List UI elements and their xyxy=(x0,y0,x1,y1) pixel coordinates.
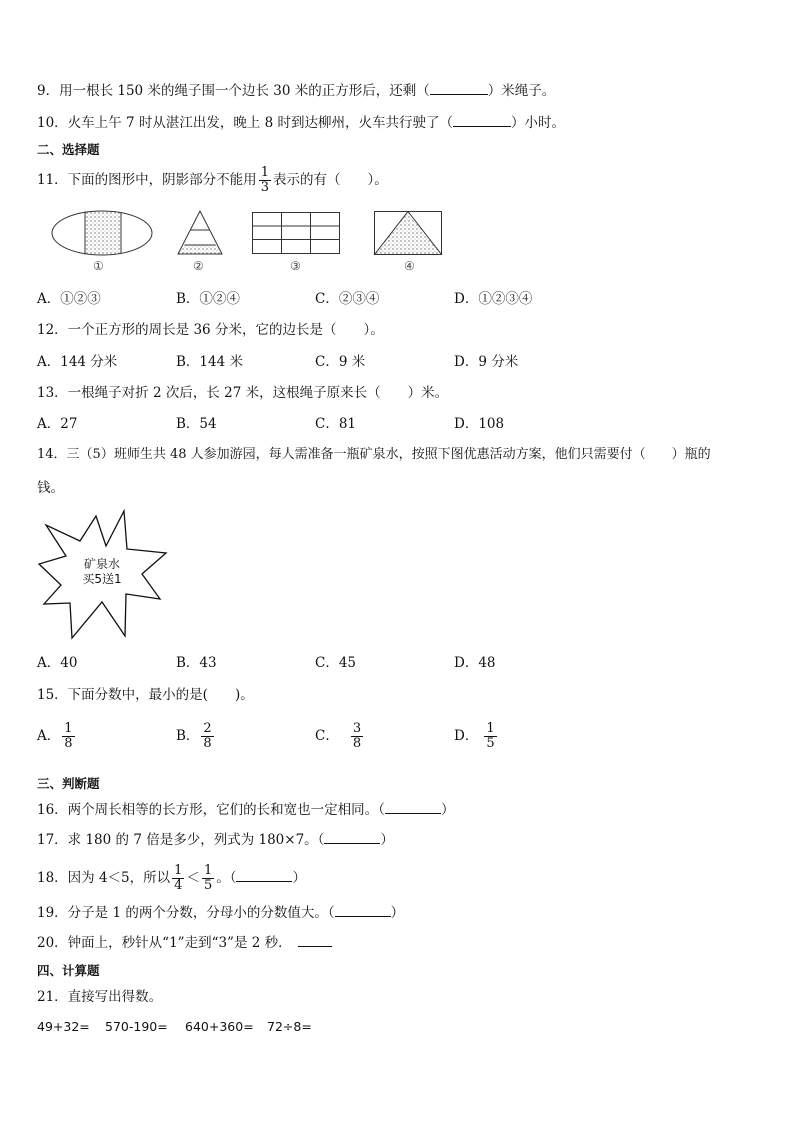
option-b[interactable]: B．54 xyxy=(176,416,217,432)
q19-text: 19．分子是 1 的两个分数，分母小的分数值大。（ xyxy=(37,905,335,921)
option-b[interactable]: B．①②④ xyxy=(176,291,240,307)
q9-text-end: ）米绳子。 xyxy=(487,83,556,99)
figure-ellipse xyxy=(50,208,155,258)
q16-text: 16．两个周长相等的长方形，它们的长和宽也一定相同。（ xyxy=(37,802,385,818)
section-heading-calc: 四、计算题 xyxy=(37,963,100,978)
option-d[interactable]: D．108 xyxy=(454,416,505,432)
answer-blank[interactable] xyxy=(430,82,488,95)
fraction xyxy=(172,864,184,893)
q20-text: 20．钟面上，秒针从“1”走到“3”是 2 秒． xyxy=(37,935,292,951)
answer-blank[interactable] xyxy=(236,869,292,882)
option-b[interactable] xyxy=(176,722,216,751)
q18-text-mid: 。（ xyxy=(216,870,237,886)
option-c[interactable]: C．9 米 xyxy=(315,354,366,370)
denominator: 5 xyxy=(203,878,213,893)
question-11 xyxy=(37,163,388,197)
question-17 xyxy=(37,831,394,849)
question-19 xyxy=(37,904,404,922)
option-b[interactable]: B．43 xyxy=(176,655,217,671)
calc-item: 49+32= xyxy=(37,1019,90,1034)
section-heading-judge: 三、判断题 xyxy=(37,776,100,791)
option-label: D． xyxy=(454,728,479,744)
numerator: 1 xyxy=(64,721,73,736)
q17-text: 17．求 180 的 7 倍是多少，列式为 180×7。（ xyxy=(37,832,325,848)
q18-text: 18．因为 4＜5，所以 xyxy=(37,870,171,886)
promo-text xyxy=(74,557,130,587)
option-c[interactable]: C．81 xyxy=(315,416,357,432)
fraction xyxy=(484,722,496,751)
answer-blank[interactable] xyxy=(453,114,511,127)
denominator: 4 xyxy=(174,878,183,893)
numerator: 1 xyxy=(174,863,183,878)
question-18 xyxy=(37,859,306,897)
denominator: 5 xyxy=(486,736,495,751)
question-21: 21．直接写出得数。 xyxy=(37,989,163,1005)
q10-text-end: ）小时。 xyxy=(511,115,566,131)
option-d[interactable]: D．①②③④ xyxy=(454,291,533,307)
option-d[interactable]: D．9 分米 xyxy=(454,354,519,370)
calc-item: 72÷8= xyxy=(267,1019,312,1034)
q19-text-end: ） xyxy=(390,905,405,921)
promo-line-2: 买5送1 xyxy=(82,572,122,586)
numerator: 3 xyxy=(352,721,362,736)
denominator: 8 xyxy=(203,736,212,751)
fraction xyxy=(201,722,213,751)
figure-caption: ④ xyxy=(404,259,415,273)
question-9 xyxy=(37,82,555,100)
denominator: 8 xyxy=(64,736,73,751)
answer-blank[interactable] xyxy=(335,904,391,917)
fraction xyxy=(259,166,271,195)
figure-triangle xyxy=(174,208,226,258)
option-a[interactable]: A．①②③ xyxy=(37,291,101,307)
option-b[interactable]: B．144 米 xyxy=(176,354,243,370)
fraction xyxy=(62,722,74,751)
q10-text: 10．火车上午 7 时从湛江出发，晚上 8 时到达柳州，火车共行驶了（ xyxy=(37,115,454,131)
option-c[interactable]: C．45 xyxy=(315,655,357,671)
calc-item: 570-190= xyxy=(105,1019,168,1034)
question-14-line-2: 钱。 xyxy=(37,480,64,496)
question-15: 15．下面分数中，最小的是( )。 xyxy=(37,687,254,703)
fraction xyxy=(351,722,363,751)
question-10 xyxy=(37,114,565,132)
q11-text-end: 表示的有（ ）。 xyxy=(272,172,388,188)
figure-square-triangle xyxy=(372,208,446,258)
option-a[interactable]: A．27 xyxy=(37,416,78,432)
option-a[interactable] xyxy=(37,722,77,751)
figure-caption: ① xyxy=(93,259,104,273)
option-label: C． xyxy=(315,728,339,744)
fraction xyxy=(202,864,214,893)
option-c[interactable]: C．②③④ xyxy=(315,291,380,307)
q11-text: 11．下面的图形中，阴影部分不能用 xyxy=(37,172,257,188)
question-14-line-1: 14．三（5）班师生共 48 人参加游园，每人需准备一瓶矿泉水，按照下图优惠活动方案，他们只需要付（ ）瓶的 xyxy=(37,447,711,462)
q9-text: 9．用一根长 150 米的绳子围一个边长 30 米的正方形后，还剩（ xyxy=(37,83,430,99)
numerator: 1 xyxy=(203,863,213,878)
option-c[interactable] xyxy=(315,722,365,751)
less-than-sign: ＜ xyxy=(186,870,200,886)
option-d[interactable]: D．48 xyxy=(454,655,496,671)
option-a[interactable]: A．40 xyxy=(37,655,78,671)
option-a[interactable]: A．144 分米 xyxy=(37,354,118,370)
figure-caption: ③ xyxy=(290,259,301,273)
answer-blank[interactable] xyxy=(324,831,380,844)
question-16 xyxy=(37,801,454,819)
question-13: 13．一根绳子对折 2 次后，长 27 米，这根绳子原来长（ ）米。 xyxy=(37,385,449,401)
figure-caption: ② xyxy=(193,259,204,273)
answer-blank[interactable] xyxy=(298,934,332,947)
option-d[interactable] xyxy=(454,722,499,751)
denominator: 3 xyxy=(260,180,269,195)
option-label: A． xyxy=(37,728,61,744)
option-label: B． xyxy=(176,728,200,744)
numerator: 1 xyxy=(260,165,269,180)
calc-item: 640+360= xyxy=(185,1019,254,1034)
q18-text-end: ） xyxy=(292,870,306,886)
numerator: 2 xyxy=(203,721,212,736)
question-12: 12．一个正方形的周长是 36 分米，它的边长是（ ）。 xyxy=(37,322,384,338)
promo-starburst xyxy=(36,508,168,640)
figure-grid-rectangle xyxy=(250,208,342,258)
answer-blank[interactable] xyxy=(385,801,441,814)
section-heading-choice: 二、选择题 xyxy=(37,142,100,157)
denominator: 8 xyxy=(352,736,362,751)
numerator: 1 xyxy=(486,721,495,736)
promo-line-1: 矿泉水 xyxy=(83,557,120,571)
question-20 xyxy=(37,934,332,952)
q16-text-end: ） xyxy=(440,802,455,818)
q17-text-end: ） xyxy=(380,832,394,848)
